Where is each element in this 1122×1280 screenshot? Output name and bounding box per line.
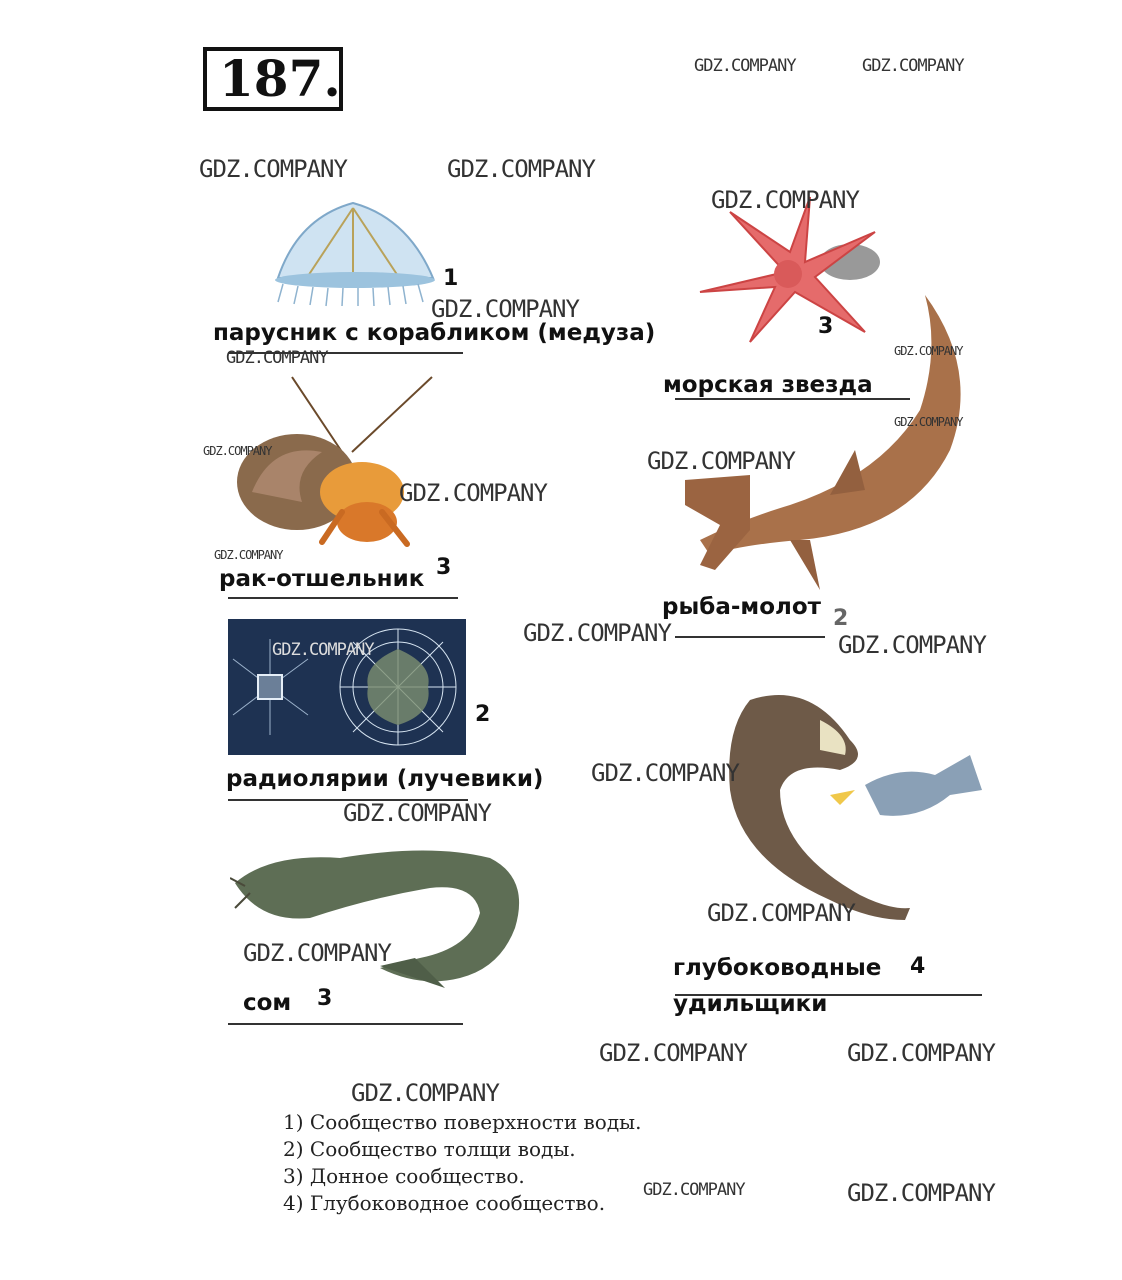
community-number-hermit-crab: 3: [436, 555, 452, 580]
watermark: GDZ.COMPANY: [647, 447, 795, 475]
hammerhead-shark-illustration: [680, 290, 990, 590]
watermark: GDZ.COMPANY: [847, 1039, 995, 1067]
watermark: GDZ.COMPANY: [343, 799, 491, 827]
watermark: GDZ.COMPANY: [862, 56, 964, 76]
community-number-radiolaria: 2: [475, 702, 491, 727]
organism-label-radiolaria: радиолярии (лучевики): [226, 766, 544, 792]
organism-label-catfish: сом: [243, 990, 292, 1016]
watermark: GDZ.COMPANY: [838, 631, 986, 659]
answer-underline: [228, 597, 458, 599]
jellyfish-illustration: [258, 198, 448, 308]
organism-label-hermit-crab: рак-отшельник: [219, 566, 425, 592]
community-number-catfish: 3: [317, 986, 333, 1011]
watermark: GDZ.COMPANY: [214, 548, 283, 562]
legend-item-3: 3) Донное сообщество.: [283, 1164, 525, 1188]
watermark: GDZ.COMPANY: [243, 939, 391, 967]
watermark: GDZ.COMPANY: [226, 348, 328, 368]
hermit-crab-illustration: [232, 372, 442, 552]
community-number-hammerhead: 2: [833, 606, 849, 631]
answer-underline: [675, 398, 910, 400]
catfish-illustration: [230, 838, 525, 998]
legend-item-4: 4) Глубоководное сообщество.: [283, 1191, 606, 1215]
watermark: GDZ.COMPANY: [599, 1039, 747, 1067]
organism-label-anglerfish-line2: удильщики: [673, 991, 828, 1017]
answer-underline: [675, 636, 825, 638]
legend-item-1: 1) Сообщество поверхности воды.: [283, 1110, 642, 1134]
watermark: GDZ.COMPANY: [894, 415, 963, 429]
watermark: GDZ.COMPANY: [272, 640, 374, 660]
watermark: GDZ.COMPANY: [847, 1179, 995, 1207]
watermark: GDZ.COMPANY: [711, 186, 859, 214]
watermark: GDZ.COMPANY: [199, 155, 347, 183]
watermark: GDZ.COMPANY: [707, 899, 855, 927]
organism-label-hammerhead: рыба-молот: [662, 594, 821, 620]
organism-label-anglerfish-line1: глубоководные: [673, 955, 882, 981]
watermark: GDZ.COMPANY: [643, 1180, 745, 1200]
watermark: GDZ.COMPANY: [591, 759, 739, 787]
watermark: GDZ.COMPANY: [351, 1079, 499, 1107]
watermark: GDZ.COMPANY: [894, 344, 963, 358]
watermark: GDZ.COMPANY: [431, 295, 579, 323]
watermark: GDZ.COMPANY: [523, 619, 671, 647]
community-number-starfish: 3: [818, 314, 834, 339]
community-number-jellyfish: 1: [443, 266, 459, 291]
legend-item-2: 2) Сообщество толщи воды.: [283, 1137, 576, 1161]
anglerfish-illustration: [720, 680, 990, 930]
watermark: GDZ.COMPANY: [203, 444, 272, 458]
answer-underline: [228, 1023, 463, 1025]
watermark: GDZ.COMPANY: [399, 479, 547, 507]
watermark: GDZ.COMPANY: [694, 56, 796, 76]
community-number-anglerfish: 4: [910, 954, 926, 979]
organism-label-starfish: морская звезда: [663, 372, 873, 398]
organism-label-jellyfish: парусник с корабликом (медуза): [213, 320, 656, 346]
task-number: 187.: [203, 47, 343, 111]
watermark: GDZ.COMPANY: [447, 155, 595, 183]
